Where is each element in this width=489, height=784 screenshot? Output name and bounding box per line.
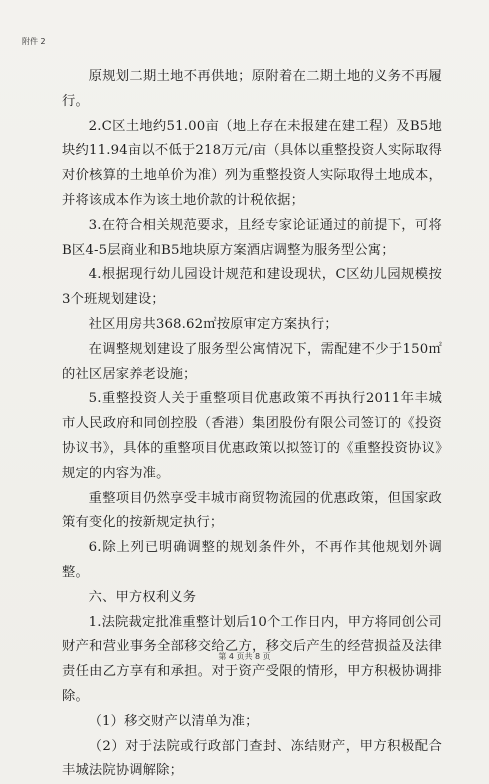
- document-body: [62, 65, 442, 784]
- section-heading: 六、甲方权利义务: [88, 589, 197, 605]
- paragraph: （2）对于法院或行政部门查封、冻结财产，甲方积极配合丰城法院协调解除；: [62, 738, 442, 779]
- paragraph: 社区用房共368.62㎡按原审定方案执行；: [88, 316, 338, 332]
- page-number: 第 4 页共 8 页: [218, 652, 271, 661]
- paragraph: 2.C区土地约51.00亩（地上存在未报建在建工程）及B5地块约11.94亩以不低于218万元/亩（具体以重整投资人实际取得对价核算的土地单价为准）列为重整投资人实际取得土地成本，并将该成本作为该土地价款的计税依据；: [62, 118, 442, 208]
- paragraph: 在调整规划建设了服务型公寓情况下，需配建不少于150㎡的社区居家养老设施；: [62, 341, 442, 382]
- paragraph: 4.根据现行幼儿园设计规范和建设现状，C区幼儿园规模按3个班规划建设；: [62, 267, 442, 308]
- paragraph: （1）移交财产以清单为准；: [88, 713, 259, 729]
- paragraph: 1.法院裁定批准重整计划后10个工作日内，甲方将同创公司财产和营业事务全部移交给乙方，移交后产生的经营损益及法律责任由乙方享有和承担。对于资产受限的情形，甲方积极协调排除。: [62, 614, 442, 704]
- paragraph: 5.重整投资人关于重整项目优惠政策不再执行2011年丰城市人民政府和同创控股（香港）集团股份有限公司签订的《投资协议书》，具体的重整项目优惠政策以拟签订的《重整投资协议》规定的内容为准。: [62, 391, 442, 481]
- paragraph: 重整项目仍然享受丰城市商贸物流园的优惠政策，但国家政策有变化的按新规定执行；: [62, 490, 442, 531]
- attachment-label: 附件 2: [22, 37, 46, 46]
- paragraph: 3.在符合相关规范要求，且经专家论证通过的前提下，可将B区4-5层商业和B5地块原方案酒店调整为服务型公寓；: [62, 217, 442, 258]
- paragraph: 6.除上列已明确调整的规划条件外，不再作其他规划外调整。: [62, 540, 442, 580]
- paragraph: 原规划二期土地不再供地；原附着在二期土地的义务不再履行。: [62, 69, 442, 109]
